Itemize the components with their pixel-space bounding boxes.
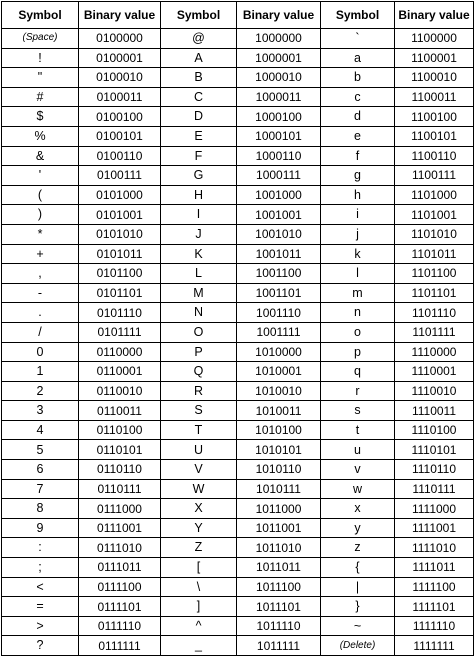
cell-binary-2: 1000001 (237, 48, 321, 68)
cell-symbol-3: q (321, 362, 395, 382)
table-row (2, 205, 474, 225)
table-row (2, 68, 474, 88)
cell-binary-1: 0100011 (79, 87, 161, 107)
cell-binary-1: 0111001 (79, 518, 161, 538)
cell-symbol-1: > (2, 616, 79, 636)
cell-binary-1: 0100101 (79, 126, 161, 146)
cell-symbol-2: \ (161, 577, 237, 597)
cell-symbol-1: % (2, 126, 79, 146)
cell-binary-1: 0111011 (79, 558, 161, 578)
cell-symbol-2: G (161, 166, 237, 186)
cell-binary-1: 0101101 (79, 283, 161, 303)
cell-binary-1: 0101110 (79, 303, 161, 323)
table-body (2, 29, 474, 656)
cell-binary-3: 1100011 (395, 87, 474, 107)
ascii-binary-table (1, 1, 474, 656)
cell-binary-3: 1101100 (395, 264, 474, 284)
cell-binary-2: 1011001 (237, 518, 321, 538)
cell-binary-3: 1100001 (395, 48, 474, 68)
cell-symbol-1: < (2, 577, 79, 597)
table-row (2, 224, 474, 244)
cell-symbol-2: P (161, 342, 237, 362)
cell-binary-3: 1101101 (395, 283, 474, 303)
cell-symbol-3: { (321, 558, 395, 578)
header-binary-2: Binary value (237, 2, 321, 29)
table-row (2, 166, 474, 186)
cell-symbol-2: _ (161, 636, 237, 656)
cell-symbol-2: ] (161, 597, 237, 617)
cell-symbol-1: $ (2, 107, 79, 127)
cell-symbol-1: ; (2, 558, 79, 578)
table-row (2, 401, 474, 421)
cell-symbol-2: K (161, 244, 237, 264)
cell-symbol-1: ? (2, 636, 79, 656)
table-row (2, 362, 474, 382)
table-row (2, 126, 474, 146)
cell-binary-1: 0100110 (79, 146, 161, 166)
cell-binary-2: 1010101 (237, 440, 321, 460)
cell-symbol-3: v (321, 460, 395, 480)
cell-binary-3: 1111010 (395, 538, 474, 558)
table-row (2, 440, 474, 460)
cell-binary-1: 0111101 (79, 597, 161, 617)
cell-binary-1: 0100100 (79, 107, 161, 127)
table-row (2, 29, 474, 49)
header-symbol-1: Symbol (2, 2, 79, 29)
cell-symbol-1: , (2, 264, 79, 284)
header-binary-1: Binary value (79, 2, 161, 29)
cell-symbol-3: m (321, 283, 395, 303)
table-row (2, 283, 474, 303)
cell-binary-3: 1111111 (395, 636, 474, 656)
cell-symbol-2: S (161, 401, 237, 421)
cell-binary-2: 1000100 (237, 107, 321, 127)
cell-binary-2: 1001011 (237, 244, 321, 264)
cell-binary-3: 1101010 (395, 224, 474, 244)
cell-symbol-2: [ (161, 558, 237, 578)
cell-symbol-3: a (321, 48, 395, 68)
cell-symbol-3: s (321, 401, 395, 421)
header-symbol-2: Symbol (161, 2, 237, 29)
cell-binary-2: 1001000 (237, 185, 321, 205)
cell-binary-2: 1011011 (237, 558, 321, 578)
table-header (2, 2, 474, 29)
cell-binary-2: 1010110 (237, 460, 321, 480)
cell-symbol-1: " (2, 68, 79, 88)
cell-symbol-1: 8 (2, 499, 79, 519)
cell-binary-3: 1100000 (395, 29, 474, 49)
cell-binary-1: 0101011 (79, 244, 161, 264)
table-row (2, 381, 474, 401)
cell-symbol-3: h (321, 185, 395, 205)
cell-binary-3: 1101110 (395, 303, 474, 323)
cell-symbol-2: Q (161, 362, 237, 382)
cell-binary-2: 1011110 (237, 616, 321, 636)
cell-symbol-2: O (161, 322, 237, 342)
cell-symbol-3: j (321, 224, 395, 244)
cell-symbol-3: z (321, 538, 395, 558)
cell-binary-1: 0110010 (79, 381, 161, 401)
cell-binary-2: 1000011 (237, 87, 321, 107)
cell-binary-1: 0111010 (79, 538, 161, 558)
cell-symbol-1: 1 (2, 362, 79, 382)
cell-symbol-3: g (321, 166, 395, 186)
cell-binary-3: 1110110 (395, 460, 474, 480)
table-row (2, 479, 474, 499)
cell-binary-2: 1011010 (237, 538, 321, 558)
cell-binary-3: 1101011 (395, 244, 474, 264)
cell-binary-2: 1011100 (237, 577, 321, 597)
cell-symbol-2: X (161, 499, 237, 519)
cell-symbol-3: l (321, 264, 395, 284)
cell-symbol-2: E (161, 126, 237, 146)
cell-symbol-3: (Delete) (321, 636, 395, 656)
cell-symbol-3: x (321, 499, 395, 519)
cell-binary-2: 1001101 (237, 283, 321, 303)
cell-binary-1: 0111000 (79, 499, 161, 519)
cell-symbol-2: L (161, 264, 237, 284)
cell-binary-2: 1011000 (237, 499, 321, 519)
cell-symbol-1: . (2, 303, 79, 323)
cell-binary-1: 0110101 (79, 440, 161, 460)
cell-symbol-1: ! (2, 48, 79, 68)
cell-binary-2: 1001110 (237, 303, 321, 323)
cell-binary-3: 1110100 (395, 420, 474, 440)
cell-binary-3: 1100100 (395, 107, 474, 127)
cell-binary-1: 0101010 (79, 224, 161, 244)
cell-symbol-1: 5 (2, 440, 79, 460)
cell-binary-3: 1110000 (395, 342, 474, 362)
cell-symbol-2: W (161, 479, 237, 499)
cell-symbol-1: - (2, 283, 79, 303)
cell-symbol-1: (Space) (2, 29, 79, 49)
cell-symbol-2: Y (161, 518, 237, 538)
cell-binary-3: 1100111 (395, 166, 474, 186)
cell-symbol-3: o (321, 322, 395, 342)
table-row (2, 342, 474, 362)
cell-binary-1: 0111110 (79, 616, 161, 636)
cell-symbol-1: 6 (2, 460, 79, 480)
cell-binary-2: 1011101 (237, 597, 321, 617)
cell-binary-1: 0110001 (79, 362, 161, 382)
cell-symbol-1: # (2, 87, 79, 107)
cell-symbol-2: M (161, 283, 237, 303)
cell-binary-2: 1010100 (237, 420, 321, 440)
cell-symbol-2: F (161, 146, 237, 166)
table-row (2, 264, 474, 284)
table-row (2, 107, 474, 127)
table-row (2, 597, 474, 617)
cell-symbol-1: : (2, 538, 79, 558)
table-row (2, 87, 474, 107)
cell-symbol-3: p (321, 342, 395, 362)
cell-symbol-1: 0 (2, 342, 79, 362)
cell-symbol-1: * (2, 224, 79, 244)
cell-binary-1: 0100001 (79, 48, 161, 68)
cell-binary-2: 1010111 (237, 479, 321, 499)
header-row (2, 2, 474, 29)
cell-symbol-3: c (321, 87, 395, 107)
cell-binary-2: 1000101 (237, 126, 321, 146)
cell-symbol-2: V (161, 460, 237, 480)
cell-binary-3: 1101111 (395, 322, 474, 342)
cell-symbol-2: N (161, 303, 237, 323)
cell-binary-1: 0101001 (79, 205, 161, 225)
cell-symbol-2: U (161, 440, 237, 460)
cell-symbol-1: & (2, 146, 79, 166)
cell-binary-3: 1111000 (395, 499, 474, 519)
cell-symbol-3: b (321, 68, 395, 88)
cell-binary-3: 1110111 (395, 479, 474, 499)
cell-symbol-3: n (321, 303, 395, 323)
cell-symbol-2: @ (161, 29, 237, 49)
cell-binary-2: 1001001 (237, 205, 321, 225)
cell-symbol-1: + (2, 244, 79, 264)
cell-symbol-3: r (321, 381, 395, 401)
table-row (2, 460, 474, 480)
cell-symbol-2: H (161, 185, 237, 205)
cell-symbol-1: 4 (2, 420, 79, 440)
cell-binary-2: 1001100 (237, 264, 321, 284)
table-row (2, 48, 474, 68)
cell-binary-1: 0111111 (79, 636, 161, 656)
cell-binary-2: 1001111 (237, 322, 321, 342)
cell-binary-2: 1000111 (237, 166, 321, 186)
cell-symbol-1: / (2, 322, 79, 342)
cell-binary-2: 1000110 (237, 146, 321, 166)
cell-symbol-2: D (161, 107, 237, 127)
cell-symbol-2: R (161, 381, 237, 401)
cell-symbol-1: = (2, 597, 79, 617)
cell-symbol-2: Z (161, 538, 237, 558)
cell-symbol-2: ^ (161, 616, 237, 636)
cell-binary-3: 1100110 (395, 146, 474, 166)
cell-binary-1: 0101111 (79, 322, 161, 342)
cell-symbol-1: ' (2, 166, 79, 186)
cell-binary-1: 0111100 (79, 577, 161, 597)
cell-symbol-3: w (321, 479, 395, 499)
cell-symbol-1: ( (2, 185, 79, 205)
cell-binary-3: 1100101 (395, 126, 474, 146)
cell-symbol-2: B (161, 68, 237, 88)
cell-binary-2: 1011111 (237, 636, 321, 656)
cell-binary-2: 1000000 (237, 29, 321, 49)
cell-binary-2: 1001010 (237, 224, 321, 244)
cell-binary-3: 1101000 (395, 185, 474, 205)
table-row (2, 577, 474, 597)
header-symbol-3: Symbol (321, 2, 395, 29)
cell-binary-3: 1111011 (395, 558, 474, 578)
cell-symbol-1: 9 (2, 518, 79, 538)
cell-binary-3: 1101001 (395, 205, 474, 225)
cell-symbol-3: u (321, 440, 395, 460)
cell-binary-3: 1100010 (395, 68, 474, 88)
cell-symbol-3: t (321, 420, 395, 440)
cell-binary-1: 0110111 (79, 479, 161, 499)
cell-symbol-2: I (161, 205, 237, 225)
cell-binary-2: 1000010 (237, 68, 321, 88)
cell-binary-2: 1010010 (237, 381, 321, 401)
cell-symbol-3: y (321, 518, 395, 538)
cell-binary-1: 0110100 (79, 420, 161, 440)
cell-binary-1: 0100010 (79, 68, 161, 88)
header-binary-3: Binary value (395, 2, 474, 29)
cell-symbol-2: C (161, 87, 237, 107)
cell-symbol-1: ) (2, 205, 79, 225)
cell-binary-3: 1110010 (395, 381, 474, 401)
cell-symbol-3: ` (321, 29, 395, 49)
table-row (2, 146, 474, 166)
cell-binary-3: 1111101 (395, 597, 474, 617)
table-row (2, 420, 474, 440)
cell-binary-3: 1111100 (395, 577, 474, 597)
cell-binary-1: 0110011 (79, 401, 161, 421)
cell-symbol-3: k (321, 244, 395, 264)
cell-binary-1: 0101100 (79, 264, 161, 284)
cell-symbol-2: J (161, 224, 237, 244)
table-row (2, 322, 474, 342)
cell-binary-3: 1111001 (395, 518, 474, 538)
cell-binary-1: 0100111 (79, 166, 161, 186)
cell-binary-3: 1111110 (395, 616, 474, 636)
cell-symbol-3: e (321, 126, 395, 146)
table-row (2, 518, 474, 538)
cell-symbol-3: ~ (321, 616, 395, 636)
cell-symbol-1: 2 (2, 381, 79, 401)
cell-binary-3: 1110101 (395, 440, 474, 460)
cell-binary-3: 1110011 (395, 401, 474, 421)
table-row (2, 303, 474, 323)
table-row (2, 244, 474, 264)
cell-symbol-2: T (161, 420, 237, 440)
cell-symbol-3: d (321, 107, 395, 127)
cell-binary-1: 0110000 (79, 342, 161, 362)
cell-binary-1: 0100000 (79, 29, 161, 49)
table-row (2, 558, 474, 578)
table-row (2, 185, 474, 205)
table-row (2, 636, 474, 656)
cell-symbol-3: f (321, 146, 395, 166)
cell-symbol-3: | (321, 577, 395, 597)
table-row (2, 616, 474, 636)
cell-binary-2: 1010011 (237, 401, 321, 421)
cell-symbol-3: i (321, 205, 395, 225)
table-row (2, 499, 474, 519)
cell-binary-3: 1110001 (395, 362, 474, 382)
cell-binary-1: 0110110 (79, 460, 161, 480)
cell-binary-2: 1010001 (237, 362, 321, 382)
cell-symbol-3: } (321, 597, 395, 617)
cell-binary-2: 1010000 (237, 342, 321, 362)
cell-binary-1: 0101000 (79, 185, 161, 205)
cell-symbol-2: A (161, 48, 237, 68)
cell-symbol-1: 3 (2, 401, 79, 421)
cell-symbol-1: 7 (2, 479, 79, 499)
